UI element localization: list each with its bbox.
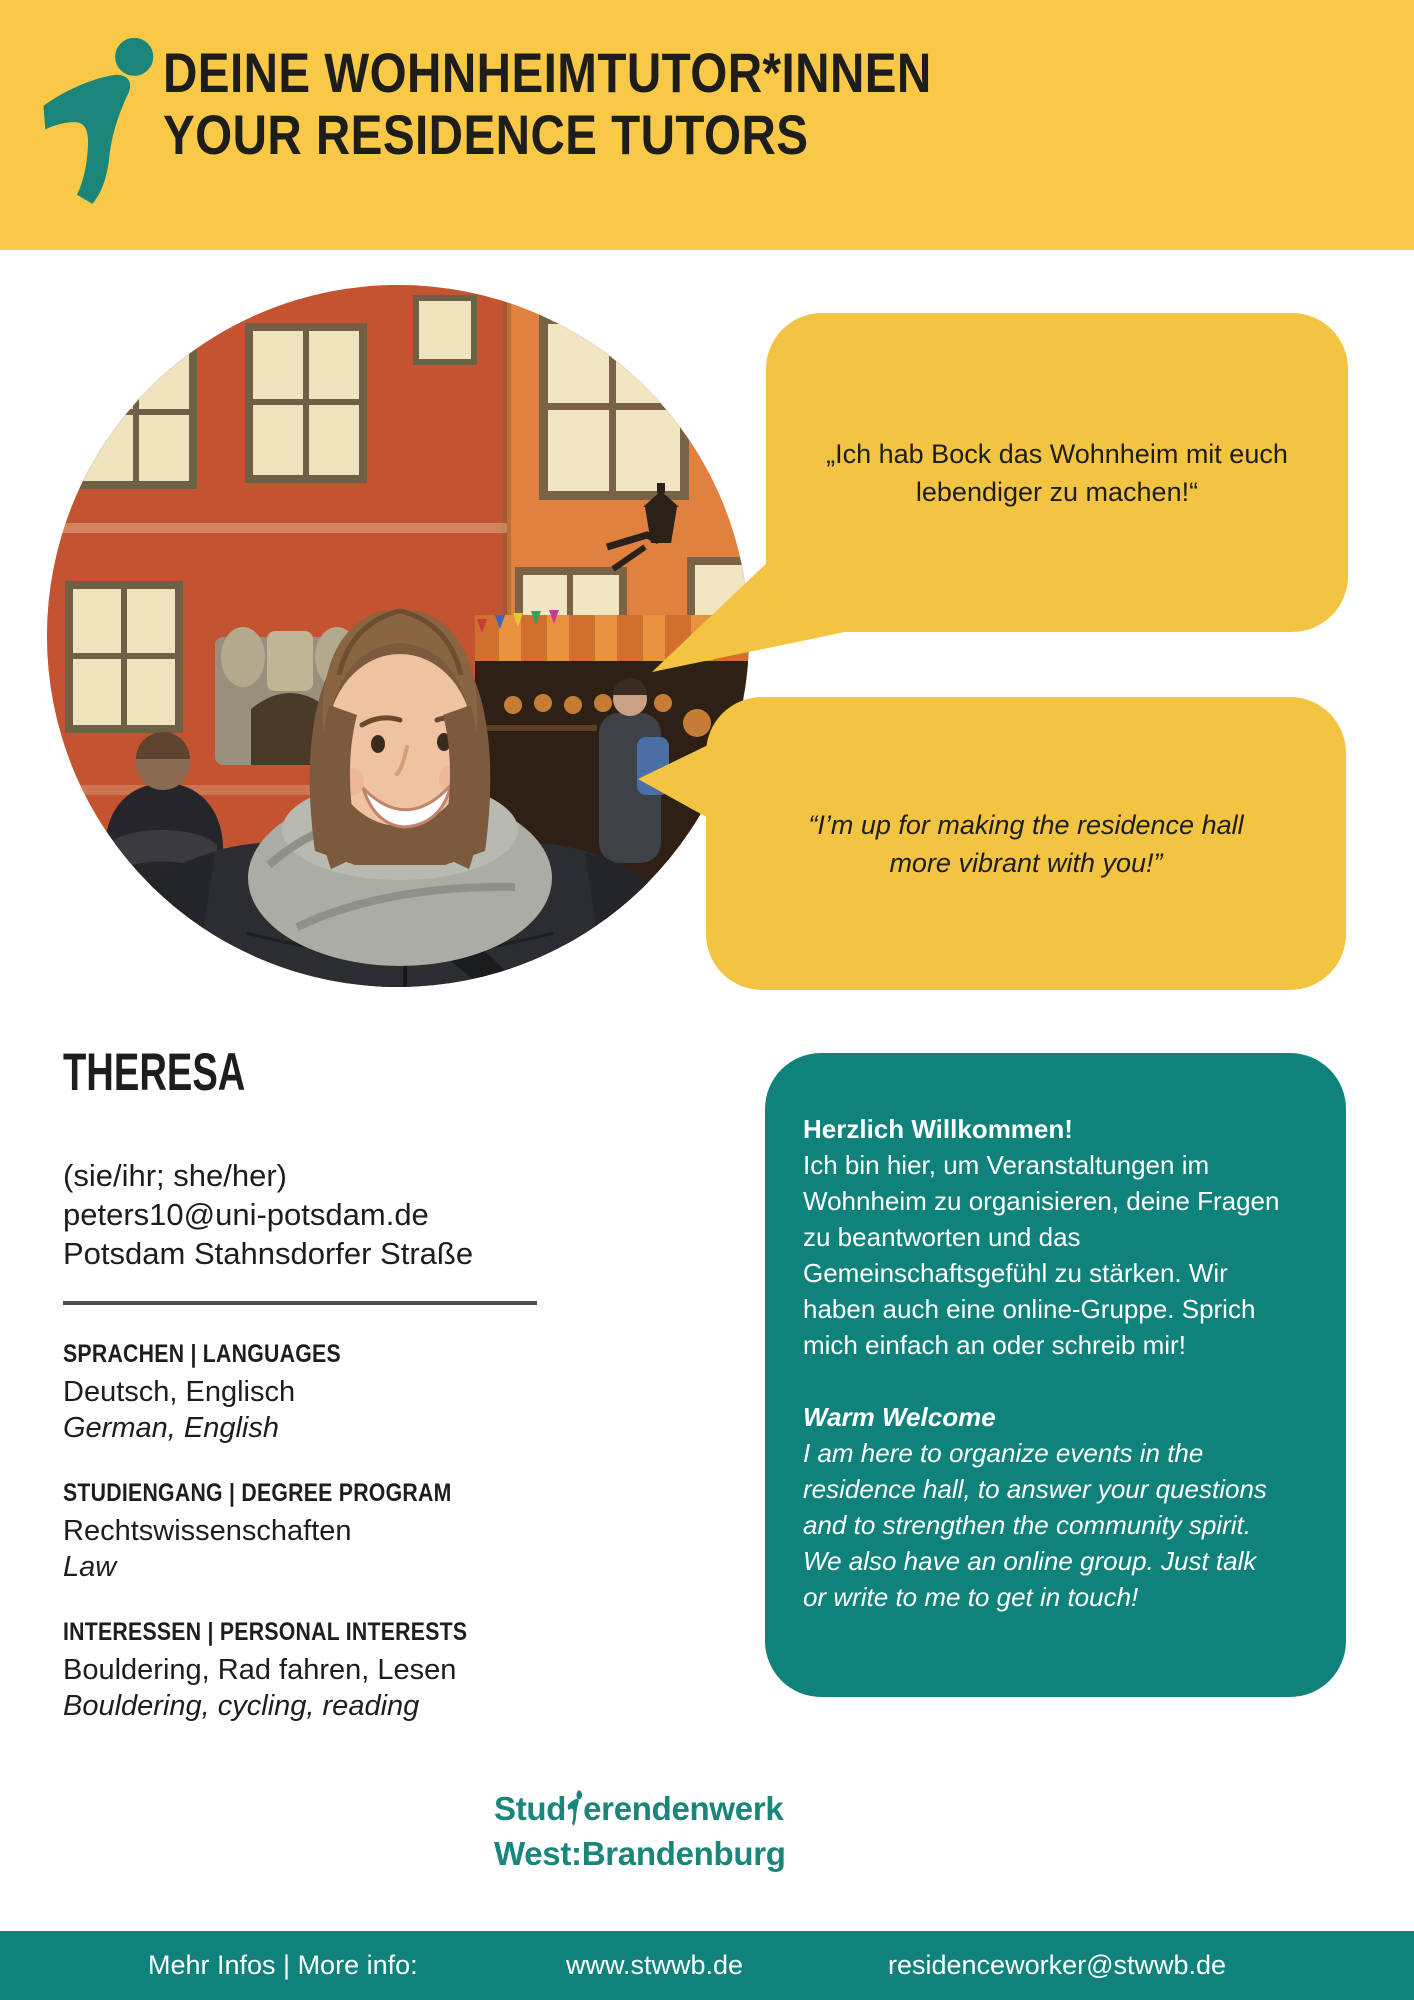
page-title-line-en: YOUR RESIDENCE TUTORS — [163, 103, 809, 166]
welcome-box — [765, 1053, 1346, 1697]
welcome-body-en: I am here to organize events in the residence hall, to answer your questions and to strengthen the community spirit. We also have an online group. Just talk or write to me to get in touch! — [803, 1438, 1267, 1612]
section-languages-heading: SPRACHEN | LANGUAGES — [63, 1340, 341, 1368]
studierendenwerk-wordmark — [494, 1786, 786, 1876]
quote-english-line1: “I’m up for making the residence hall — [808, 809, 1244, 840]
info-sections — [63, 1334, 539, 1751]
welcome-english-block — [803, 1399, 1283, 1615]
wordmark-line1-pre: Stud — [494, 1790, 567, 1827]
section-degree-value-en: Law — [63, 1551, 117, 1583]
quote-bubble-english — [706, 697, 1346, 990]
residence-location: Potsdam Stahnsdorfer Straße — [63, 1236, 474, 1271]
section-degree — [63, 1473, 539, 1585]
welcome-body-de: Ich bin hier, um Veranstaltungen im Wohnheim zu organisieren, deine Fragen zu beantworten und das Gemeinschaftsgefühl zu stärken. Wir haben auch eine online-Gruppe. Sprich mich einfach an oder schreib mir! — [803, 1150, 1280, 1360]
quote-bubble-german — [766, 313, 1348, 632]
wordmark-i-icon — [567, 1790, 582, 1828]
section-languages-value-de: Deutsch, Englisch — [63, 1376, 296, 1408]
wordmark-line1 — [494, 1786, 786, 1831]
section-languages — [63, 1334, 539, 1446]
section-degree-value-de: Rechtswissenschaften — [63, 1515, 352, 1547]
section-interests-value-en: Bouldering, cycling, reading — [63, 1690, 420, 1722]
footer-website: www.stwwb.de — [566, 1950, 744, 1980]
pronouns: (sie/ihr; she/her) — [63, 1158, 287, 1193]
footer-info-label: Mehr Infos | More info: — [148, 1950, 418, 1980]
wordmark-line2: West:Brandenburg — [494, 1835, 786, 1872]
section-interests-value-de: Bouldering, Rad fahren, Lesen — [63, 1654, 457, 1686]
section-interests-heading: INTERESSEN | PERSONAL INTERESTS — [63, 1618, 468, 1646]
wordmark-line1-post: erendenwerk — [583, 1790, 784, 1827]
studierendenwerk-i-logo-icon — [38, 32, 156, 216]
section-degree-heading: STUDIENGANG | DEGREE PROGRAM — [63, 1479, 452, 1507]
section-languages-value-en: German, English — [63, 1412, 279, 1444]
quote-german-line2: lebendiger zu machen!“ — [915, 476, 1199, 507]
divider-line — [63, 1301, 537, 1305]
quote-german-line1: „Ich hab Bock das Wohnheim mit euch — [826, 438, 1288, 469]
page-title — [163, 42, 932, 166]
tutor-name: THERESA — [63, 1043, 246, 1102]
email-address: peters10@uni-potsdam.de — [63, 1197, 429, 1232]
welcome-title-de: Herzlich Willkommen! — [803, 1114, 1073, 1144]
welcome-title-en: Warm Welcome — [803, 1402, 996, 1432]
quote-english-line2: more vibrant with you!” — [889, 847, 1163, 878]
section-interests — [63, 1612, 539, 1724]
footer-email: residenceworker@stwwb.de — [888, 1950, 1227, 1980]
page-title-line-de: DEINE WOHNHEIMTUTOR*INNEN — [163, 41, 932, 104]
contact-block — [63, 1156, 473, 1273]
footer-bar — [0, 1931, 1414, 2000]
